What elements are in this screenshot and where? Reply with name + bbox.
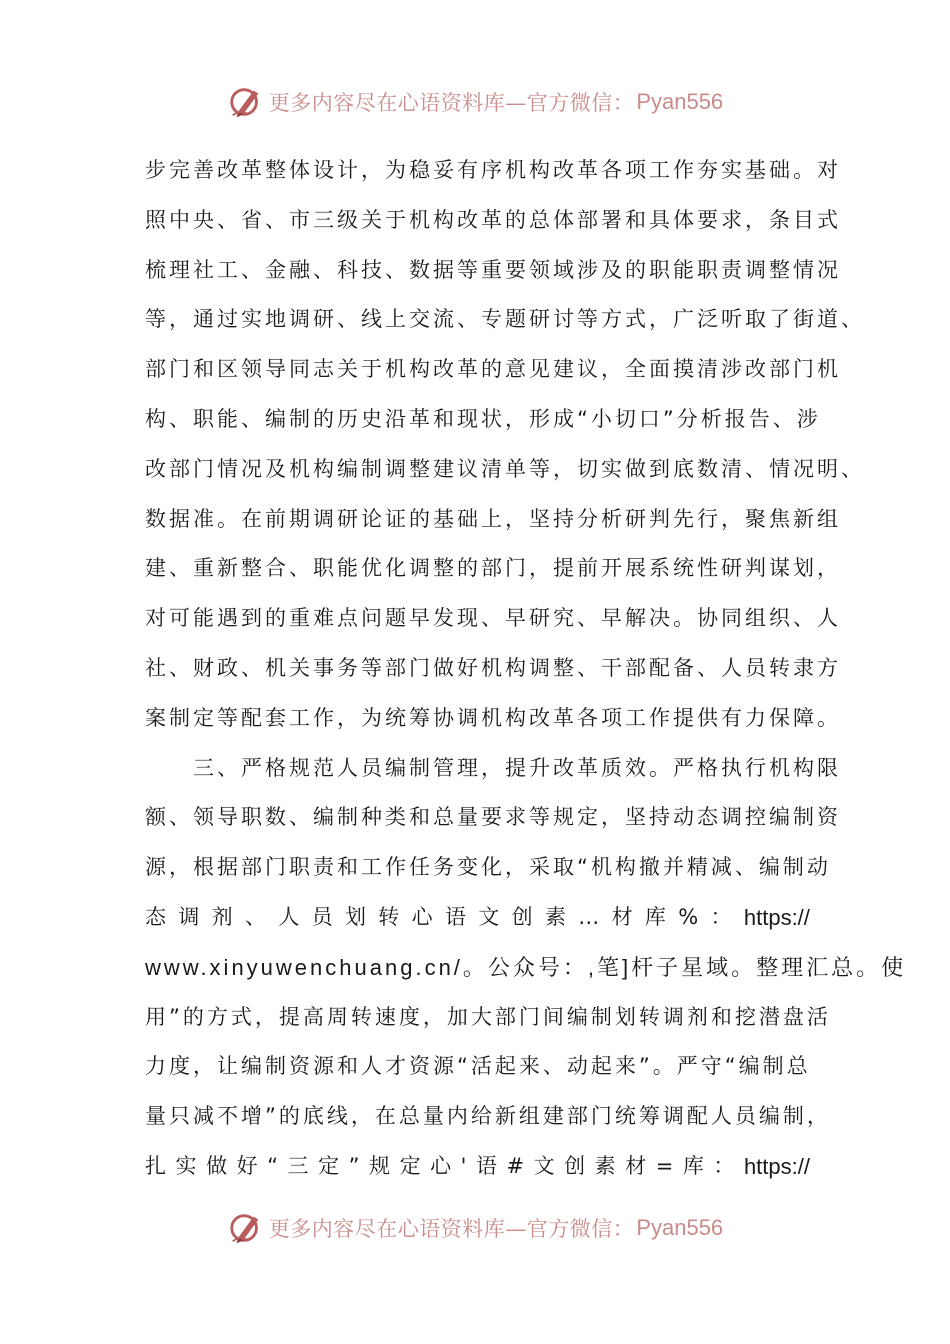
url-fragment: https:// <box>743 904 810 930</box>
body-line: 步完善改革整体设计，为稳妥有序机构改革各项工作夯实基础。对 <box>145 158 841 182</box>
header-banner <box>0 82 950 122</box>
glyph: = <box>655 1153 674 1178</box>
url-fragment: https:// <box>743 1153 810 1179</box>
body-line: 建、重新整合、职能优化调整的部门，提前开展系统性研判谋划， <box>145 556 841 581</box>
glyph: 素 <box>594 1153 616 1178</box>
glyph: 划 <box>344 904 366 929</box>
body-line: 改部门情况及机构编制调整建议清单等，切实做到底数清、情况明、 <box>145 456 865 481</box>
body-line-spread <box>145 1142 810 1192</box>
body-line-url: www.xinyuwenchuang.cn/。公众号：,笔]杆子星域。整理汇总。使 <box>145 954 907 980</box>
glyph: 心 <box>411 904 433 929</box>
glyph: % <box>678 904 699 929</box>
body-line: 额、领导职数、编制种类和总量要求等规定，坚持动态调控编制资 <box>145 805 841 830</box>
glyph: 好 <box>236 1153 258 1178</box>
body-line: 源，根据部门职责和工作任务变化，采取“机构撤并精减、编制动 <box>145 855 831 880</box>
glyph: 素 <box>544 904 566 929</box>
glyph: 调 <box>178 904 200 929</box>
glyph: 库 <box>682 1153 704 1178</box>
body-line: 对可能遇到的重难点问题早发现、早研究、早解决。协同组织、人 <box>145 606 841 631</box>
glyph: 定 <box>318 1153 340 1178</box>
glyph: “ <box>267 1153 279 1178</box>
glyph: 人 <box>278 904 300 929</box>
glyph: # <box>506 1153 525 1178</box>
body-line: 数据准。在前期调研论证的基础上，坚持分析研判先行，聚焦新组 <box>145 506 841 531</box>
glyph: 做 <box>206 1153 228 1178</box>
body-line: 案制定等配套工作，为统筹协调机构改革各项工作提供有力保障。 <box>145 705 841 730</box>
body-line: 量只减不增”的底线，在总量内给新组建部门统筹调配人员编制， <box>145 1104 831 1129</box>
document-body <box>145 146 907 1192</box>
footer-wechat-id: Pyan556 <box>636 1215 724 1240</box>
glyph: 规 <box>369 1153 391 1178</box>
pen-logo-icon <box>227 1209 265 1247</box>
glyph: 材 <box>611 904 633 929</box>
header-banner-text: 更多内容尽在心语资料库—官方微信： <box>268 91 635 115</box>
glyph: 创 <box>564 1153 586 1178</box>
glyph: 材 <box>625 1153 647 1178</box>
glyph: 、 <box>244 904 266 929</box>
glyph: 剂 <box>211 904 233 929</box>
pen-logo-icon <box>227 83 265 121</box>
glyph: … <box>578 904 600 929</box>
header-wechat-id: Pyan556 <box>636 89 724 114</box>
glyph: 员 <box>311 904 333 929</box>
glyph: 三 <box>287 1153 309 1178</box>
glyph: 创 <box>511 904 533 929</box>
glyph: ： <box>710 904 732 929</box>
glyph: 语 <box>444 904 466 929</box>
body-line <box>145 943 907 993</box>
glyph: 定 <box>399 1153 421 1178</box>
body-line: 等，通过实地调研、线上交流、专题研讨等方式，广泛听取了街道、 <box>145 307 865 332</box>
footer-banner <box>0 1208 950 1248</box>
body-line: 社、财政、机关事务等部门做好机构调整、干部配备、人员转隶方 <box>145 655 841 680</box>
body-line: 力度，让编制资源和人才资源“活起来、动起来”。严守“编制总 <box>145 1054 811 1079</box>
glyph: 库 <box>644 904 666 929</box>
glyph: 态 <box>145 904 166 929</box>
glyph: 实 <box>175 1153 197 1178</box>
body-line: 梳理社工、金融、科技、数据等重要领域涉及的职能职责调整情况 <box>145 257 841 282</box>
body-line: 部门和区领导同志关于机构改革的意见建议，全面摸清涉改部门机 <box>145 357 841 382</box>
body-line-spread <box>145 893 810 943</box>
glyph: 扎 <box>145 1153 166 1178</box>
body-line-section-heading: 三、严格规范人员编制管理，提升改革质效。严格执行机构限 <box>145 755 841 780</box>
glyph: 转 <box>378 904 400 929</box>
glyph: 文 <box>533 1153 555 1178</box>
body-line: 构、职能、编制的历史沿革和现状，形成“小切口”分析报告、涉 <box>145 406 821 431</box>
glyph: ” <box>348 1153 360 1178</box>
glyph: 心 <box>430 1153 452 1178</box>
glyph: ' <box>460 1153 467 1178</box>
footer-banner-text: 更多内容尽在心语资料库—官方微信： <box>268 1217 635 1241</box>
body-line: 用”的方式，提高周转速度，加大部门间编制划转调剂和挖潜盘活 <box>145 1004 831 1029</box>
glyph: 语 <box>475 1153 497 1178</box>
body-line: 照中央、省、市三级关于机构改革的总体部署和具体要求，条目式 <box>145 207 841 232</box>
glyph: 文 <box>478 904 500 929</box>
glyph: ： <box>713 1153 735 1178</box>
